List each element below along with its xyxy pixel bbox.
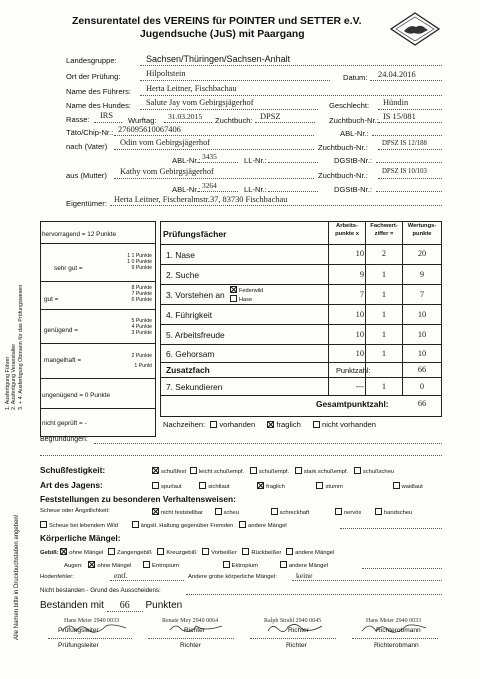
opt-gebiss-ohne[interactable]: ohne Mängel — [60, 550, 103, 556]
opt-scheue-wild[interactable]: Scheue bei lebendem Wild — [40, 523, 118, 529]
opt-augen-ohne[interactable]: ohne Mängel — [88, 563, 131, 569]
table-head-subject: Prüfungsfächer — [163, 229, 227, 239]
scale-sehr-gut: sehr gut = — [54, 265, 83, 272]
scale-genuegend: genügend = — [44, 327, 78, 334]
opt-schussempf[interactable]: schußempf. — [250, 469, 289, 475]
mutter-label: aus (Mutter) — [66, 171, 107, 180]
opt-stumm[interactable]: stumm — [316, 484, 342, 490]
opt-entropium[interactable]: Entropium — [143, 563, 179, 569]
geschlecht-label: Geschlecht: — [329, 101, 370, 110]
opt-zangengebiss[interactable]: Zangengebiß — [108, 550, 152, 556]
signature-richter-2: Ralph Strahl 2940 0045 Richter Richter — [244, 618, 344, 658]
feststellungen-title: Feststellungen zu besonderen Verhaltensweisen: — [40, 494, 236, 504]
title-line-1: Zensurentatel des VEREINS für POINTER und SETTER e.V. — [72, 16, 362, 27]
vater-zbnr-value: DPSZ IS 12/188 — [382, 140, 427, 147]
hoden-value: entf. — [114, 571, 128, 580]
table-row: 2. Suche 9 1 9 — [160, 265, 442, 285]
opt-spurlaut[interactable]: spurlaut — [152, 484, 182, 490]
scale-ungenuegend: ungenügend = 0 Punkte — [42, 392, 111, 399]
mutter-zbnr-label: Zuchtbuch-Nr.: — [318, 171, 368, 180]
zuchtbuch-value: DPSZ — [260, 112, 281, 121]
table-row: 4. Führigkeit 10 1 10 — [160, 305, 442, 325]
opt-sichtlaut[interactable]: sichtlaut — [199, 484, 229, 490]
scheue2-options — [40, 521, 287, 529]
scale-nicht-geprueft: nicht geprüft = - — [42, 420, 87, 427]
side-note-bottom: Alle Namen bitte in Druckbuchstaben angeben! — [14, 514, 20, 640]
chip-label: Täto/Chip-Nr.: — [66, 128, 114, 137]
opt-ektropium[interactable]: Ektropium — [223, 563, 259, 569]
abl-label: ABL-Nr.: — [340, 129, 369, 138]
datum-value: 24.04.2016 — [378, 70, 416, 79]
bestanden-value: 66 — [107, 600, 143, 612]
table-head-arbeitspunkte: Arbeits- punkte x — [335, 223, 359, 237]
signature-pruefungsleiter: Hans Meier 2940 0033 Prüfungsleiter Prüfungsleiter — [40, 618, 140, 658]
opt-schussscheu[interactable]: schußscheu — [354, 469, 394, 475]
scale-hervorragend: hervorragend = 12 Punkte — [42, 231, 117, 238]
scheue-label: Scheue oder Ängstlichkeit: — [40, 508, 110, 514]
rasse-label: Rasse: — [66, 115, 90, 124]
hoden-label: Hodenfehler: — [40, 574, 74, 580]
club-logo — [390, 12, 440, 46]
mutter-value: Kathy vom Gebirgsjägerhof — [120, 167, 214, 176]
fuehrer-value: Herta Leitner, Fischbachau — [146, 84, 237, 93]
federwild-option[interactable]: Federwild — [230, 286, 263, 294]
mutter-abl-value: 3264 — [202, 181, 217, 190]
gebiss-row: Gebiß: ohne Mängel Zangengebiß Kreuzgebiß Vorbeißer Rückbeißer andere Mängel — [40, 550, 335, 556]
mutter-ll-label: LL-Nr.: — [244, 185, 267, 194]
vater-ll-label: LL-Nr.: — [244, 156, 267, 165]
fuehrer-label: Name des Führers: — [66, 87, 131, 96]
wurftag-value: 31.03.2015 — [168, 112, 203, 121]
side-note-left: 1. Ausfertigung Führer 2. Ausfertigung Veranstalter 3. + 4. Ausfertigung Obmann für das Prüfungswesen — [5, 284, 24, 410]
nachzeihen-row: Nachzeihen: vorhanden fraglich nicht vorhanden — [163, 420, 377, 429]
zbnr-value: IS 15/081 — [383, 112, 416, 121]
opt-vorbeisser[interactable]: Vorbeißer — [202, 550, 237, 556]
opt-leicht-schussempf[interactable]: leicht schußempf. — [190, 469, 244, 475]
scale-sehr-gut-points: 1 1 Punkte 1 0 Punkte 9 Punkte — [127, 253, 152, 271]
koerper-title: Körperliche Mängel: — [40, 533, 121, 543]
nachzeihen-vorhanden[interactable]: vorhanden — [210, 420, 255, 429]
opt-andere-maengel-1[interactable]: andere Mängel — [239, 523, 287, 529]
nachzeihen-nicht-vorhanden[interactable]: nicht vorhanden — [313, 420, 376, 429]
jagen-label: Art des Jagens: — [40, 480, 103, 490]
zuchtbuch-label: Zuchtbuch: — [215, 116, 253, 125]
table-head-wertungspunkte: Wertungs- punkte — [407, 223, 437, 237]
hund-value: Salute Jay vom Gebirgsjägerhof — [146, 98, 254, 107]
wurftag-label: Wurftag: — [128, 116, 157, 125]
opt-kreuzgebiss[interactable]: Kreuzgebiß — [157, 550, 196, 556]
vater-label: nach (Vater) — [66, 142, 108, 151]
mutter-zbnr-value: DPSZ IS 10/103 — [382, 168, 427, 175]
scheue-options — [152, 508, 412, 516]
hase-option[interactable]: Hase — [230, 295, 252, 303]
rasse-value: IRS — [100, 111, 114, 120]
table-row: 5. Arbeitsfreude 10 1 10 — [160, 325, 442, 345]
opt-schreckhaft[interactable]: schreckhaft — [271, 510, 310, 516]
vater-zbnr-label: Zuchtbuch-Nr.: — [318, 143, 368, 152]
eigentuemer-value: Herta Leitner, Fischeralmstr.37, 83730 Fischbachau — [114, 195, 288, 204]
table-row: 1. Nase 10 2 20 — [160, 244, 442, 265]
vater-abl-label: ABL-Nr.: — [172, 156, 201, 165]
zbnr-label: Zuchtbuch-Nr.: — [329, 116, 379, 125]
ort-value: Hilpoltstein — [146, 69, 186, 78]
scale-mangelhaft-points: 2 Punkte 1 Punkt — [131, 353, 152, 369]
jagen-options — [152, 482, 423, 490]
bestanden-row: Bestanden mit 66 Punkten — [40, 600, 183, 611]
opt-fraglich[interactable]: fraglich — [257, 484, 285, 490]
vater-value: Odin vom Gebirgsjägerhof — [120, 138, 211, 147]
opt-handscheu[interactable]: handscheu — [375, 510, 412, 516]
opt-scheu[interactable]: scheu — [215, 510, 239, 516]
table-head-fachwert: Fachwert- ziffer = — [370, 223, 398, 237]
nachzeihen-fraglich[interactable]: fraglich — [267, 420, 300, 429]
mutter-abl-label: ABL-Nr.: — [172, 185, 201, 194]
andere-label: Andere grobe körperliche Mängel: — [188, 574, 277, 580]
scale-genuegend-points: 5 Punkte 4 Punkte 3 Punkte — [131, 318, 152, 336]
vater-abl-value: 3435 — [202, 152, 217, 161]
hund-label: Name des Hundes: — [66, 101, 132, 110]
vater-dgstb-label: DGStB-Nr.: — [334, 156, 372, 165]
scale-mangelhaft: mangelhaft = — [44, 357, 82, 364]
scale-gut-points: 8 Punkte 7 Punkte 6 Punkte — [131, 285, 152, 303]
opt-aengstl-haltung[interactable]: ängstl. Haltung gegenüber Fremden — [132, 523, 234, 529]
augen-row: Augen: ohne Mängel Entropium Ektropium andere Mängel — [64, 563, 328, 569]
geschlecht-value: Hündin — [383, 98, 409, 107]
andere-value: keine — [296, 571, 313, 580]
gesamt-label: Gesamtpunktzahl: — [316, 399, 389, 409]
signature-richterobmann: Hans Meier 2940 0033 Richterobmann Richterobmann — [346, 618, 442, 658]
opt-nicht-feststellbar[interactable]: nicht feststellbar — [152, 510, 203, 516]
table-row: 3. Vorstehen an Federwild Hase 7 1 7 — [160, 285, 442, 305]
opt-waidlaut[interactable]: waidlaut — [393, 484, 423, 490]
schussfest-options — [152, 467, 394, 475]
ort-label: Ort der Prüfung: — [66, 72, 121, 81]
schussfest-label: Schußfestigkeit: — [40, 465, 106, 475]
gesamt-value: 66 — [417, 399, 427, 408]
landesgruppe-label: Landesgruppe: — [66, 56, 117, 65]
begruendungen-label: Begründungen: — [40, 436, 88, 443]
scale-gut: gut = — [44, 296, 59, 303]
table-row: 6. Gehorsam 10 1 10 — [160, 345, 442, 363]
opt-gebiss-andere[interactable]: andere Mängel — [286, 550, 334, 556]
opt-schussfest[interactable]: schußfest — [152, 469, 186, 475]
signature-area — [40, 618, 442, 658]
opt-augen-andere[interactable]: andere Mängel — [280, 563, 328, 569]
opt-stark-schussempf[interactable]: stark schußempf. — [295, 469, 348, 475]
opt-nervoes[interactable]: nervös — [335, 510, 361, 516]
landesgruppe-value: Sachsen/Thüringen/Sachsen-Anhalt — [146, 54, 291, 64]
mutter-dgstb-label: DGStB-Nr.: — [334, 185, 372, 194]
nicht-bestanden-label: Nicht bestanden - Grund des Ausscheidens: — [40, 587, 161, 594]
datum-label: Datum: — [343, 73, 368, 82]
eigentuemer-label: Eigentümer: — [66, 199, 107, 208]
opt-rueckbeisser[interactable]: Rückbeißer — [242, 550, 281, 556]
zusatzfach-row: Zusatzfach Punktzahl: 66 — [160, 363, 442, 378]
signature-richter-1: Renate Mey 2940 0064 Richter Richter — [142, 618, 242, 658]
chip-value: 276095610067406 — [118, 125, 181, 134]
title-line-2: Jugendsuche (JuS) mit Paargang — [140, 29, 305, 40]
table-row: 7. Sekundieren --- 1 0 — [160, 378, 442, 396]
